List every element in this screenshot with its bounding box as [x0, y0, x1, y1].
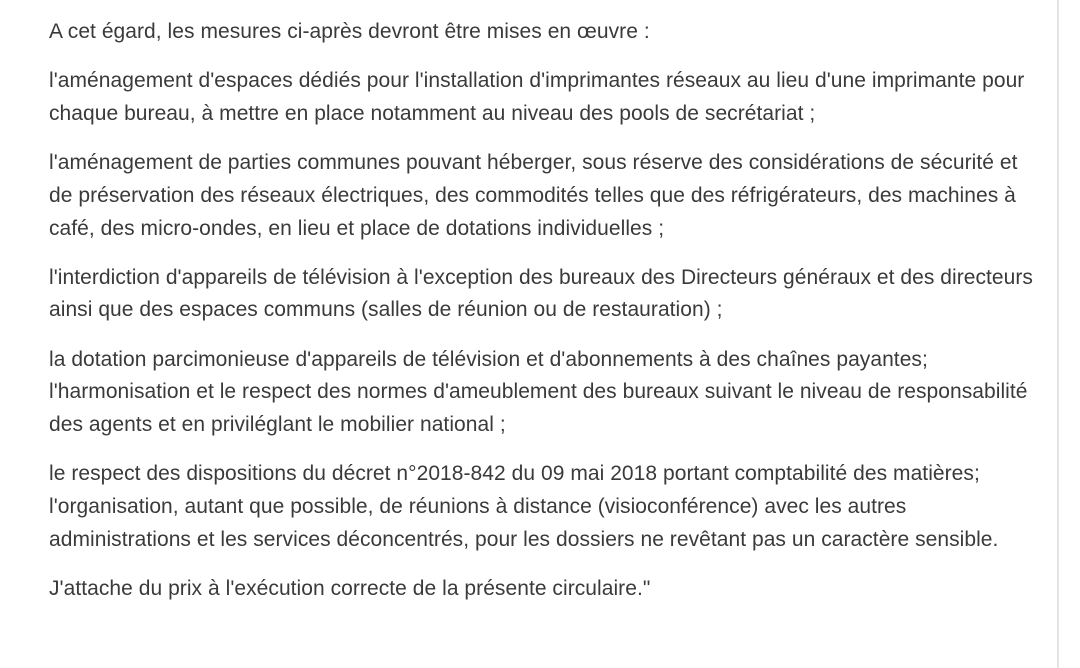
measure-decree-meetings-paragraph: le respect des dispositions du décret n°2018-842 du 09 mai 2018 portant comptabilité des matières; l'organisation, autant que possible, de réunions à distance (visioconférence) avec les autres administrations et les services déconcentrés, pour les dossiers ne revêtant pas un caractère sensible. [49, 462, 999, 551]
measure-television-ban-paragraph: l'interdiction d'appareils de télévision à l'exception des bureaux des Directeurs généraux et des directeurs ainsi que des espaces communs (salles de réunion ou de restauration) ; [49, 265, 1033, 322]
measure-printers-paragraph: l'aménagement d'espaces dédiés pour l'installation d'imprimantes réseaux au lieu d'une imprimante pour chaque bureau, à mettre en place notamment au niveau des pools de secrétariat ; [49, 69, 1025, 125]
page-right-gutter [1059, 0, 1080, 668]
measure-common-areas-paragraph: l'aménagement de parties communes pouvant héberger, sous réserve des considérations de sécurité et de préservation des réseaux électriques, des commodités telles que des réfrigérateurs, des machines à café, des micro-ondes, en lieu et place de dotations individuelles ; [49, 151, 1018, 240]
document-body [49, 16, 1039, 622]
measure-subscriptions-furniture-paragraph: la dotation parcimonieuse d'appareils de télévision et d'abonnements à des chaînes payantes; l'harmonisation et le respect des normes d'ameublement des bureaux suivant le niveau de responsabilité des agents et en priviléglant le mobilier national ; [49, 347, 1028, 437]
closing-paragraph: J'attache du prix à l'exécution correcte de la présente circulaire." [49, 576, 651, 600]
intro-paragraph: A cet égard, les mesures ci-après devront être mises en œuvre : [49, 20, 650, 43]
